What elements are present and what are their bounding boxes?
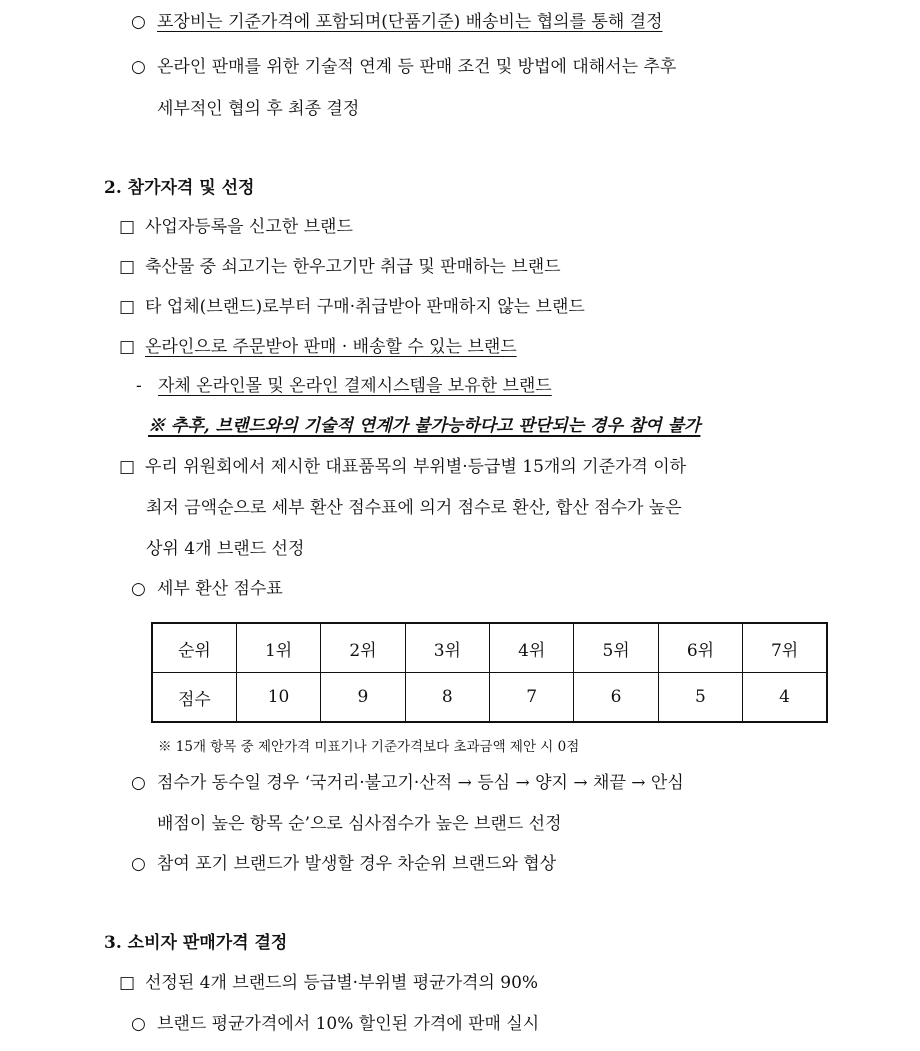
- eligibility-text: 온라인으로 주문받아 판매 · 배송할 수 있는 브랜드: [145, 337, 517, 357]
- participation-note-text: ※ 추후, 브랜드와의 기술적 연계가 불가능하다고 판단되는 경우 참여 불가: [148, 416, 701, 436]
- selection-criteria-text-cont: 최저 금액순으로 세부 환산 점수표에 의거 점수로 환산, 합산 점수가 높은: [146, 498, 682, 518]
- section-title: 2. 참가자격 및 선정: [104, 178, 255, 198]
- rank-cell: 7위: [743, 623, 827, 673]
- score-cell: 10: [236, 673, 320, 723]
- discount-line: [131, 1012, 539, 1036]
- eligibility-item: [119, 335, 517, 359]
- score-cell: 9: [321, 673, 405, 723]
- selection-criteria-cont: [146, 496, 682, 520]
- score-table-caption-text: 세부 환산 점수표: [157, 579, 283, 599]
- rank-cell: 4위: [490, 623, 574, 673]
- eligibility-item: [119, 215, 353, 239]
- online-sales-line: [131, 55, 676, 79]
- dash-bullet: -: [136, 376, 142, 396]
- square-bullet-icon: □: [119, 217, 136, 237]
- section-heading-pricing: [104, 931, 287, 955]
- circle-bullet-icon: ○: [131, 12, 146, 32]
- selection-criteria-item: [119, 455, 686, 479]
- square-bullet-icon: □: [119, 337, 136, 357]
- online-sales-line-cont: [157, 97, 359, 121]
- rank-cell: 6위: [658, 623, 742, 673]
- eligibility-subitem-text: 자체 온라인몰 및 온라인 결제시스템을 보유한 브랜드: [158, 376, 552, 396]
- square-bullet-icon: □: [119, 457, 136, 477]
- square-bullet-icon: □: [119, 973, 136, 993]
- circle-bullet-icon: ○: [131, 579, 146, 599]
- packaging-cost-text: 포장비는 기준가격에 포함되며(단품기준) 배송비는 협의를 통해 결정: [157, 12, 663, 32]
- pricing-item: [119, 971, 538, 995]
- score-table-caption: [131, 577, 283, 601]
- rank-cell: 2위: [321, 623, 405, 673]
- rank-cell: 5위: [574, 623, 658, 673]
- eligibility-text: 축산물 중 쇠고기는 한우고기만 취급 및 판매하는 브랜드: [145, 257, 561, 277]
- eligibility-text: 타 업체(브랜드)로부터 구매·취급받아 판매하지 않는 브랜드: [145, 297, 585, 317]
- section-heading-eligibility: [104, 176, 254, 200]
- score-conversion-table: [151, 622, 828, 723]
- rank-cell: 1위: [236, 623, 320, 673]
- online-sales-text: 온라인 판매를 위한 기술적 연계 등 판매 조건 및 방법에 대해서는 추후: [157, 57, 677, 77]
- circle-bullet-icon: ○: [131, 57, 146, 77]
- square-bullet-icon: □: [119, 257, 136, 277]
- zero-score-note: [158, 735, 579, 759]
- selection-criteria-text-cont: 상위 4개 브랜드 선정: [146, 539, 305, 559]
- selection-criteria-text: 우리 위원회에서 제시한 대표품목의 부위별·등급별 15개의 기준가격 이하: [145, 457, 687, 477]
- eligibility-subitem: [136, 374, 552, 398]
- square-bullet-icon: □: [119, 297, 136, 317]
- discount-text: 브랜드 평균가격에서 10% 할인된 가격에 판매 실시: [157, 1014, 540, 1034]
- section-title: 3. 소비자 판매가격 결정: [104, 933, 288, 953]
- score-header-cell: 점수: [152, 673, 236, 723]
- withdrawal-line: [131, 852, 556, 876]
- zero-score-note-text: ※ 15개 항목 중 제안가격 미표기나 기준가격보다 초과금액 제안 시 0점: [158, 739, 580, 755]
- table-row-scores: [152, 673, 827, 723]
- selection-criteria-cont: [146, 537, 304, 561]
- score-cell: 6: [574, 673, 658, 723]
- circle-bullet-icon: ○: [131, 1014, 146, 1034]
- tie-break-text: 점수가 동수일 경우 ‘국거리·불고기·산적 → 등심 → 양지 → 채끝 → 안심: [157, 773, 684, 793]
- tie-break-text-cont: 배점이 높은 항목 순’으로 심사점수가 높은 브랜드 선정: [157, 814, 562, 834]
- eligibility-item: [119, 295, 585, 319]
- withdrawal-text: 참여 포기 브랜드가 발생할 경우 차순위 브랜드와 협상: [157, 854, 557, 874]
- table-row-ranks: [152, 623, 827, 673]
- rank-cell: 3위: [405, 623, 489, 673]
- score-cell: 5: [658, 673, 742, 723]
- tie-break-line-cont: [157, 812, 562, 836]
- eligibility-text: 사업자등록을 신고한 브랜드: [145, 217, 353, 237]
- score-cell: 8: [405, 673, 489, 723]
- participation-note: [148, 414, 700, 438]
- circle-bullet-icon: ○: [131, 773, 146, 793]
- pricing-item-text: 선정된 4개 브랜드의 등급별·부위별 평균가격의 90%: [145, 973, 539, 993]
- circle-bullet-icon: ○: [131, 854, 146, 874]
- score-cell: 7: [490, 673, 574, 723]
- eligibility-item: [119, 255, 561, 279]
- rank-header-cell: 순위: [152, 623, 236, 673]
- tie-break-line: [131, 771, 684, 795]
- pricing-packaging-line: [131, 10, 663, 34]
- online-sales-text-cont: 세부적인 협의 후 최종 결정: [157, 99, 360, 119]
- score-cell: 4: [743, 673, 827, 723]
